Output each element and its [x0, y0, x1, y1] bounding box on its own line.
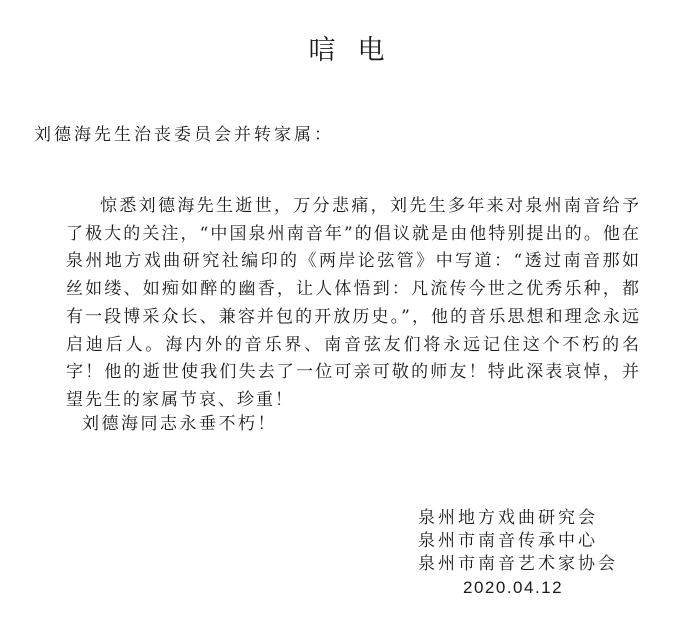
- signatory-name: 泉州地方戏曲研究会: [418, 508, 598, 528]
- body-paragraph: 惊悉刘德海先生逝世，万分悲痛，刘先生多年来对泉州南音给予了极大的关注，“中国泉州南音年”的倡议就是由他特别提出的。他在泉州地方戏曲研究社编印的《两岸论弦管》中写道：“透过南音那如丝如缕、如痴如醉的幽香，让人体悟到：凡流传今世之优秀乐种，都有一段博采众长、兼容并包的开放历史。”，他的音乐思想和理念永远启迪后人。海内外的音乐界、南音弦友们将永远记住这个不朽的名字！他的逝世使我们失去了一位可亲可敬的师友！特此深表哀悼，并望先生的家属节哀、珍重！: [66, 196, 641, 410]
- signatory-name: 泉州市南音传承中心: [418, 531, 598, 551]
- signature-block: [418, 507, 618, 599]
- tribute-line: 刘德海同志永垂不朽！: [82, 414, 277, 434]
- salutation: 刘德海先生治丧委员会并转家属：: [34, 125, 334, 145]
- document-date: 2020.04.12: [463, 578, 564, 597]
- signatory-name: 泉州市南音艺术家协会: [418, 554, 618, 574]
- page-title: 唁电: [308, 35, 407, 66]
